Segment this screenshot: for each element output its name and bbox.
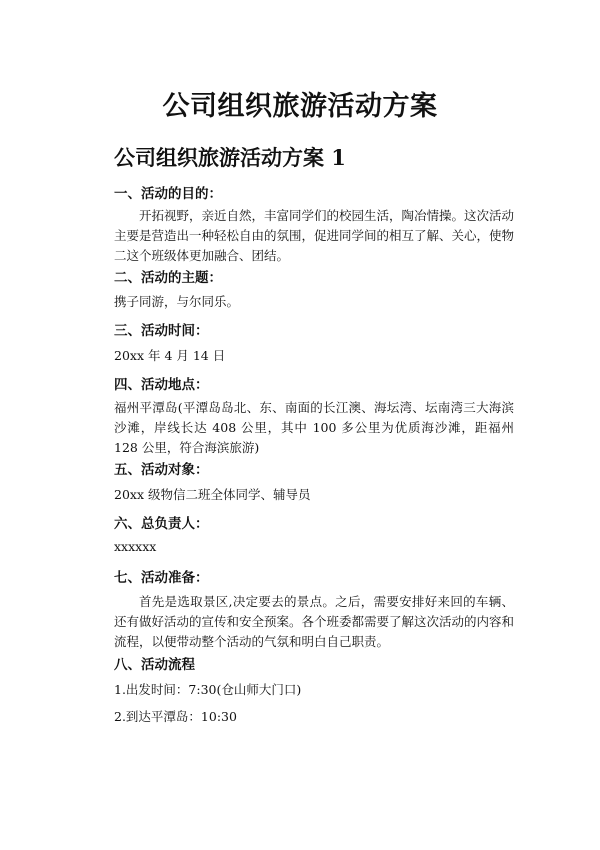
- section-heading-lead: 六、总负责人：: [114, 516, 209, 532]
- section-body-audience: 20xx 级物信二班全体同学、辅导员: [114, 487, 311, 502]
- section-body-location: 福州平潭岛(平潭岛岛北、东、南面的长江澳、海坛湾、坛南湾三大海滨沙滩，岸线长达 408 公里，其中 100 多公里为优质海沙滩，距福州 128 公里，符合海滨旅游): [114, 400, 514, 455]
- section-heading-process: 八、活动流程: [114, 657, 195, 673]
- section-body-preparation: 首先是选取景区,决定要去的景点。之后，需要安排好来回的车辆、还有做好活动的宣传和安全预案。各个班委都需要了解这次活动的内容和流程，以便带动整个活动的气氛和明白自己职责。: [114, 594, 515, 649]
- section-heading-purpose: 一、活动的目的：: [114, 186, 222, 202]
- document-subtitle: 公司组织旅游活动方案 1: [114, 145, 346, 170]
- section-body-time: 20xx 年 4 月 14 日: [114, 348, 226, 363]
- document-title: 公司组织旅游活动方案: [162, 91, 438, 122]
- process-item: 1.出发时间：7:30(仓山师大门口): [114, 682, 302, 697]
- section-heading-preparation: 七、活动准备：: [114, 570, 209, 586]
- section-heading-location: 四、活动地点：: [114, 377, 209, 393]
- section-body-lead: xxxxxx: [114, 539, 157, 554]
- section-body-purpose: 开拓视野，亲近自然，丰富同学们的校园生活，陶冶情操。这次活动主要是营造出一种轻松自由的氛围，促进同学间的相互了解、关心，使物二这个班级体更加融合、团结。: [114, 208, 515, 263]
- section-heading-theme: 二、活动的主题：: [114, 270, 222, 286]
- section-heading-audience: 五、活动对象：: [114, 462, 209, 478]
- section-heading-time: 三、活动时间：: [114, 323, 209, 339]
- section-body-theme: 携子同游，与尔同乐。: [114, 294, 240, 309]
- process-item: 2.到达平潭岛：10:30: [114, 709, 237, 724]
